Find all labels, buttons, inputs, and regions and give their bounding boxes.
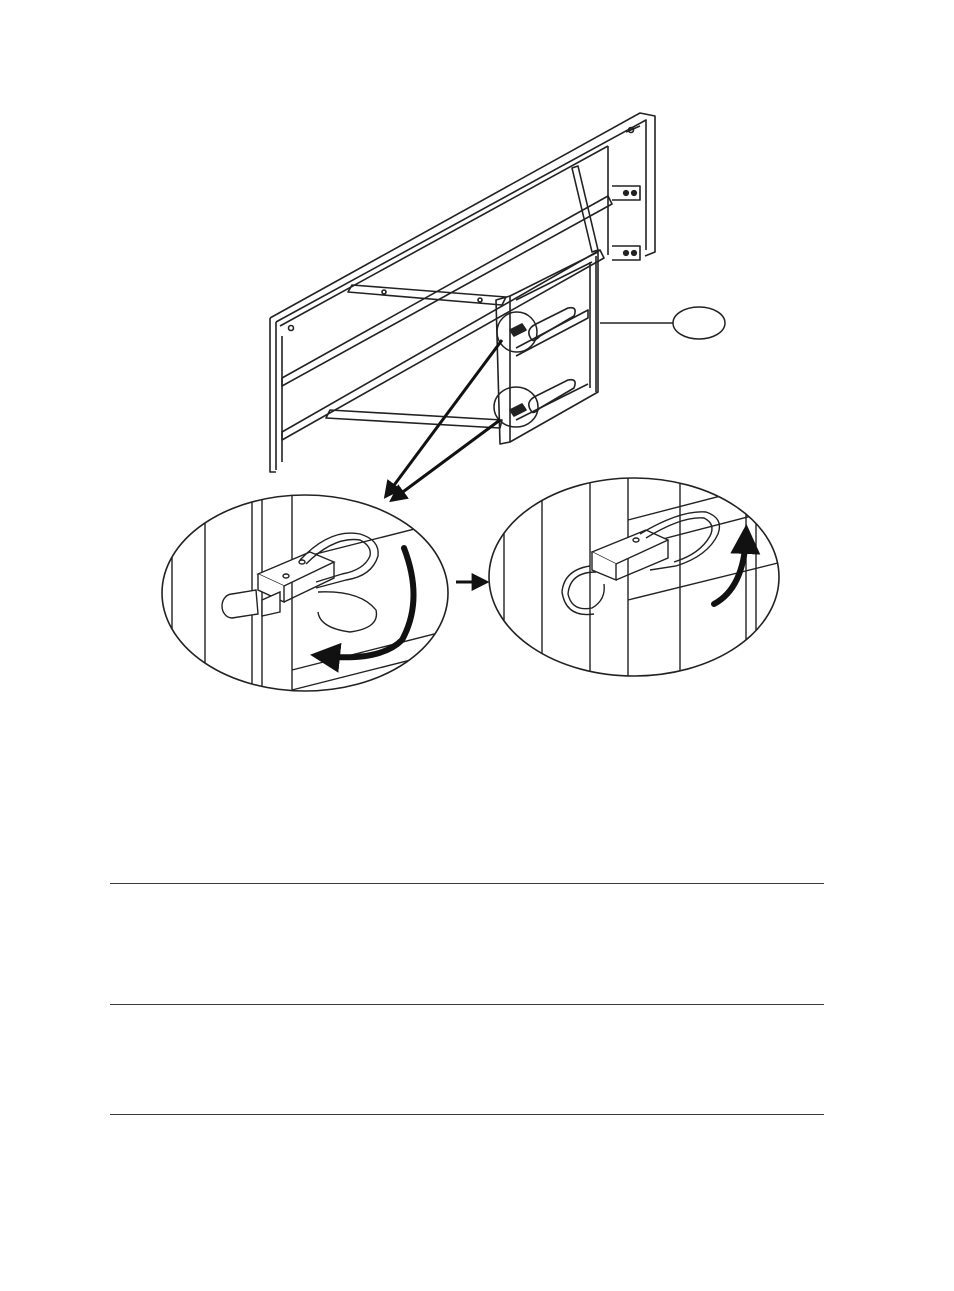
detail-view-after — [489, 470, 790, 690]
divider-rule-3 — [110, 1114, 824, 1115]
pointer-arrows — [386, 340, 502, 500]
callout-bubble — [673, 307, 725, 339]
divider-rule-2 — [110, 1004, 824, 1005]
rail-frame — [270, 113, 673, 472]
detail-view-before — [162, 490, 450, 700]
divider-rule-1 — [110, 883, 824, 884]
